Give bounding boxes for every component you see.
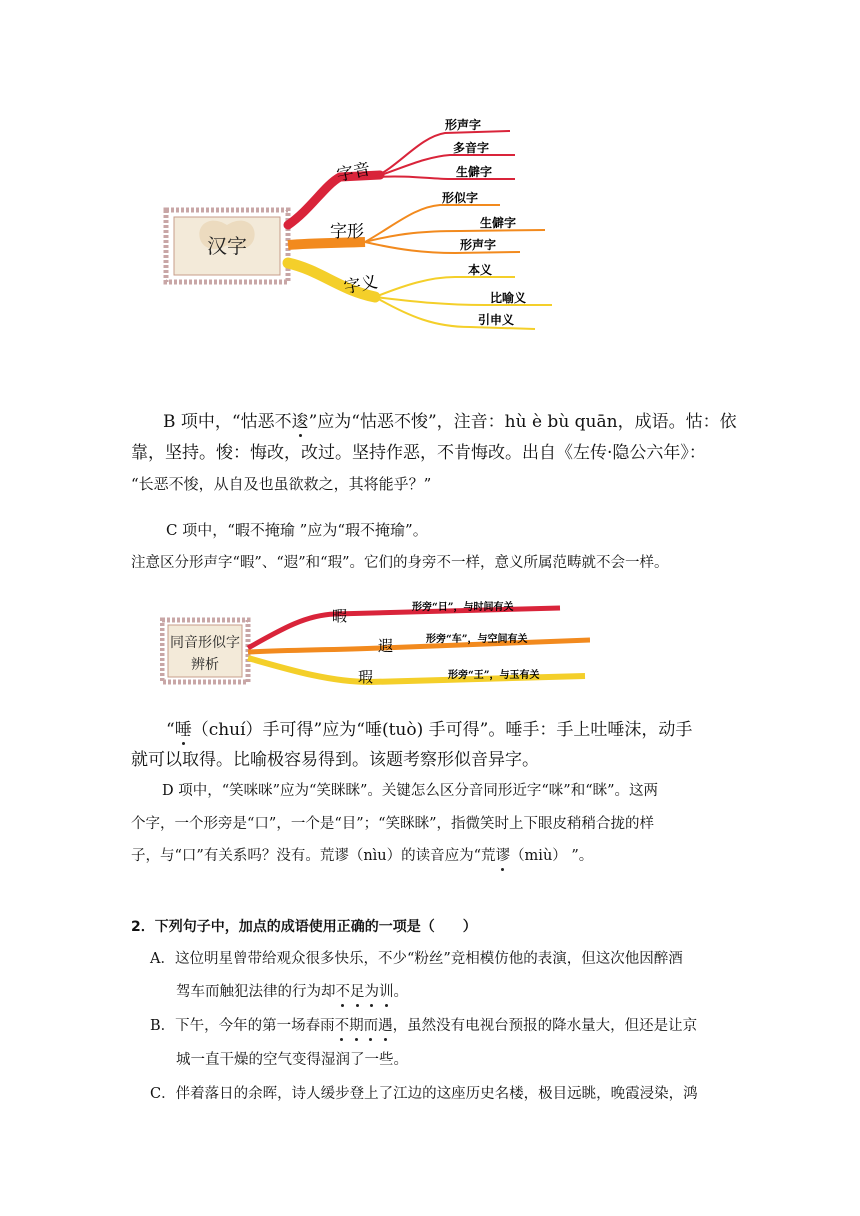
dotted-char: 而 [363,1018,379,1034]
para-d-line2: 个字，一个形旁是“口”，一个是“目”；“笑眯眯”，指微笑时上下眼皮稍稍合拢的样 [131,816,654,832]
tongyin-note: 形旁“车”，与空间有关 [426,634,528,645]
dotted-char: 不 [334,1018,350,1034]
leaf-label: 本义 [468,263,493,277]
tongyin-note: 形旁“日”，与时间有关 [412,602,514,613]
dotted-char: 遇 [378,1018,393,1034]
para-chui-line1: “唾（chuí）手可得”应为“唾(tuò) 手可得”。唾手：手上吐唾沫，动手 [166,720,693,740]
branch-ziyin-label: 字音 [334,159,373,186]
option-b-line1: B．下午，今年的第一场春雨不期而遇，虽然没有电视台预报的降水量大，但还是让京 [150,1018,698,1034]
leaf-label: 形声字 [445,118,482,132]
para-d-line3: 子，与“口”有关系吗？没有。荒谬（nìu）的读音应为“荒谬（miù） ”。 [131,848,594,864]
para-b-line3: “长恶不悛，从自及也虽欲救之，其将能乎？” [131,475,432,493]
branch-zixing-label: 字形 [330,222,364,242]
tongyin-branch-label: 遐 [378,637,394,655]
leaf-label: 形声字 [460,238,497,252]
para-b-line1: B 项中，“怙恶不逡”应为“怙恶不悛”，注音：hù è bù quān，成语。怙：依 [163,412,737,432]
leaf-label: 比喻义 [490,291,527,305]
mindmap-hanzi [160,105,580,345]
leaf-label: 生僻字 [456,165,493,179]
option-a-line2: 驾车而触犯法律的行为却不足为训。 [176,984,408,1000]
dotted-char: 唾 [174,720,192,740]
para-b-line2: 靠，坚持。悛：悔改，改过。坚持作恶，不肯悔改。出自《左传·隐公六年》： [131,443,706,463]
leaf-label: 多音字 [453,141,490,155]
tongyin-branch-label: 暇 [332,607,348,625]
leaf-label: 生僻字 [480,216,517,230]
leaf-label: 引申义 [478,313,515,327]
para-chui-line2: 就可以取得。比喻极容易得到。该题考察形似音异字。 [131,750,539,770]
dotted-char: 逡 [291,412,309,432]
dotted-char: 训 [379,984,394,1000]
hanzi-center-label: 汉字 [207,234,247,258]
branch-ziyi-label: 字义 [342,272,380,298]
option-b-line2: 城一直干燥的空气变得湿润了一些。 [176,1052,408,1068]
tongyin-center-line1: 同音形似字 [170,635,240,651]
dotted-char: 期 [349,1018,364,1034]
mindmap-tongyin [160,590,590,690]
para-c-line1: C 项中，“暇不掩瑜 ”应为“瑕不掩瑜”。 [166,521,428,539]
tongyin-note: 形旁“王”，与玉有关 [448,670,540,681]
option-c-line1: C．伴着落日的余晖，诗人缓步登上了江边的这座历史名楼，极目远眺，晚霞浸染，鸿 [150,1086,698,1102]
branch-zixing-trunk [288,242,365,245]
leaf-label: 形似字 [442,191,479,205]
tongyin-branch-label: 瑕 [358,668,374,686]
option-a-line1: A．这位明星曾带给观众很多快乐，不少“粉丝”竞相模仿他的表演，但这次他因醉酒 [150,951,683,967]
para-c-line2: 注意区分形声字“暇”、“遐”和“瑕”。它们的身旁不一样，意义所属范畴就不会一样。 [131,555,669,571]
dotted-char: 不 [335,984,350,1000]
dotted-char: 谬 [495,848,511,864]
tongyin-center-line2: 辨析 [191,657,219,673]
hanzi-stamp [166,210,288,282]
para-d-line1: D 项中，“笑咪咪”应为“笑眯眯”。关键怎么区分音同形近字“咪”和“眯”。这两 [162,783,659,799]
question-2-stem: 2．下列句子中，加点的成语使用正确的一项是（ ） [131,919,477,935]
dotted-char: 足 [350,984,365,1000]
tongyin-stamp [162,620,248,682]
branch-ziyin-trunk [288,175,380,225]
dotted-char: 为 [364,984,379,1000]
